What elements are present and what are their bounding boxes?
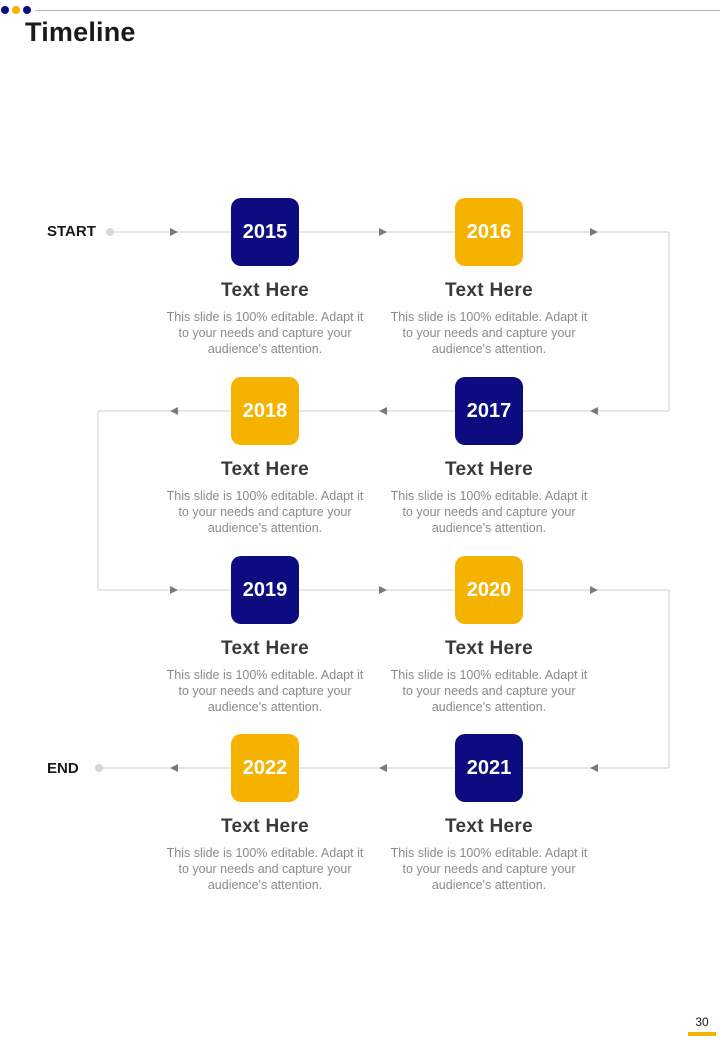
arrow-left-icon <box>379 764 387 772</box>
milestone-description <box>379 309 599 357</box>
milestone-description-line: This slide is 100% editable. Adapt it <box>390 310 588 324</box>
milestone-description <box>379 488 599 536</box>
milestone-description-line: to your needs and capture your <box>402 326 576 340</box>
milestone-description-line: audience's attention. <box>207 342 323 356</box>
milestone-description-line: audience's attention. <box>431 700 547 714</box>
milestone-description-line: audience's attention. <box>431 521 547 535</box>
page-title: Timeline <box>25 17 136 47</box>
milestone-description <box>155 667 375 715</box>
year-box-2015: 2015 <box>231 198 299 266</box>
milestone-heading: Text Here <box>221 816 309 837</box>
year-box-2019: 2019 <box>231 556 299 624</box>
milestone-description-line: to your needs and capture your <box>178 684 352 698</box>
arrow-left-icon <box>590 764 598 772</box>
arrow-left-icon <box>379 407 387 415</box>
milestone-description <box>379 667 599 715</box>
milestone-description-line: to your needs and capture your <box>178 862 352 876</box>
milestone-description <box>155 845 375 893</box>
year-box-2020: 2020 <box>455 556 523 624</box>
milestone-description-line: to your needs and capture your <box>178 505 352 519</box>
arrow-right-icon <box>590 586 598 594</box>
milestone-description-line: audience's attention. <box>431 342 547 356</box>
page-number-underline <box>688 1032 716 1036</box>
year-box-2022: 2022 <box>231 734 299 802</box>
milestone-description-line: This slide is 100% editable. Adapt it <box>166 668 364 682</box>
end-dot <box>95 764 103 772</box>
year-box-2016: 2016 <box>455 198 523 266</box>
arrow-left-icon <box>590 407 598 415</box>
milestone-description-line: This slide is 100% editable. Adapt it <box>390 668 588 682</box>
arrow-right-icon <box>379 586 387 594</box>
milestone-heading: Text Here <box>445 459 533 480</box>
milestone-heading: Text Here <box>221 280 309 301</box>
arrow-right-icon <box>170 586 178 594</box>
milestone-description-line: This slide is 100% editable. Adapt it <box>390 846 588 860</box>
year-box-2018: 2018 <box>231 377 299 445</box>
arrow-left-icon <box>170 407 178 415</box>
arrow-right-icon <box>590 228 598 236</box>
arrow-left-icon <box>170 764 178 772</box>
milestone-description-line: to your needs and capture your <box>178 326 352 340</box>
milestone-description <box>379 845 599 893</box>
arrow-right-icon <box>170 228 178 236</box>
milestone-description-line: This slide is 100% editable. Adapt it <box>166 310 364 324</box>
milestone-description-line: to your needs and capture your <box>402 505 576 519</box>
year-box-2021: 2021 <box>455 734 523 802</box>
milestone-description-line: to your needs and capture your <box>402 684 576 698</box>
milestone-heading: Text Here <box>445 638 533 659</box>
start-label: START <box>47 223 96 240</box>
milestone-description-line: This slide is 100% editable. Adapt it <box>166 846 364 860</box>
milestone-description <box>155 488 375 536</box>
page-number: 30 <box>695 1015 709 1029</box>
milestone-description-line: to your needs and capture your <box>402 862 576 876</box>
year-box-2017: 2017 <box>455 377 523 445</box>
milestone-description <box>155 309 375 357</box>
milestone-description-line: This slide is 100% editable. Adapt it <box>390 489 588 503</box>
milestone-description-line: audience's attention. <box>207 700 323 714</box>
milestone-description-line: audience's attention. <box>207 521 323 535</box>
arrow-right-icon <box>379 228 387 236</box>
milestone-heading: Text Here <box>221 459 309 480</box>
milestone-description-line: audience's attention. <box>207 878 323 892</box>
milestone-heading: Text Here <box>445 280 533 301</box>
milestone-description-line: This slide is 100% editable. Adapt it <box>166 489 364 503</box>
end-label: END <box>47 760 79 777</box>
milestone-description-line: audience's attention. <box>431 878 547 892</box>
milestone-heading: Text Here <box>445 816 533 837</box>
start-dot <box>106 228 114 236</box>
milestone-heading: Text Here <box>221 638 309 659</box>
